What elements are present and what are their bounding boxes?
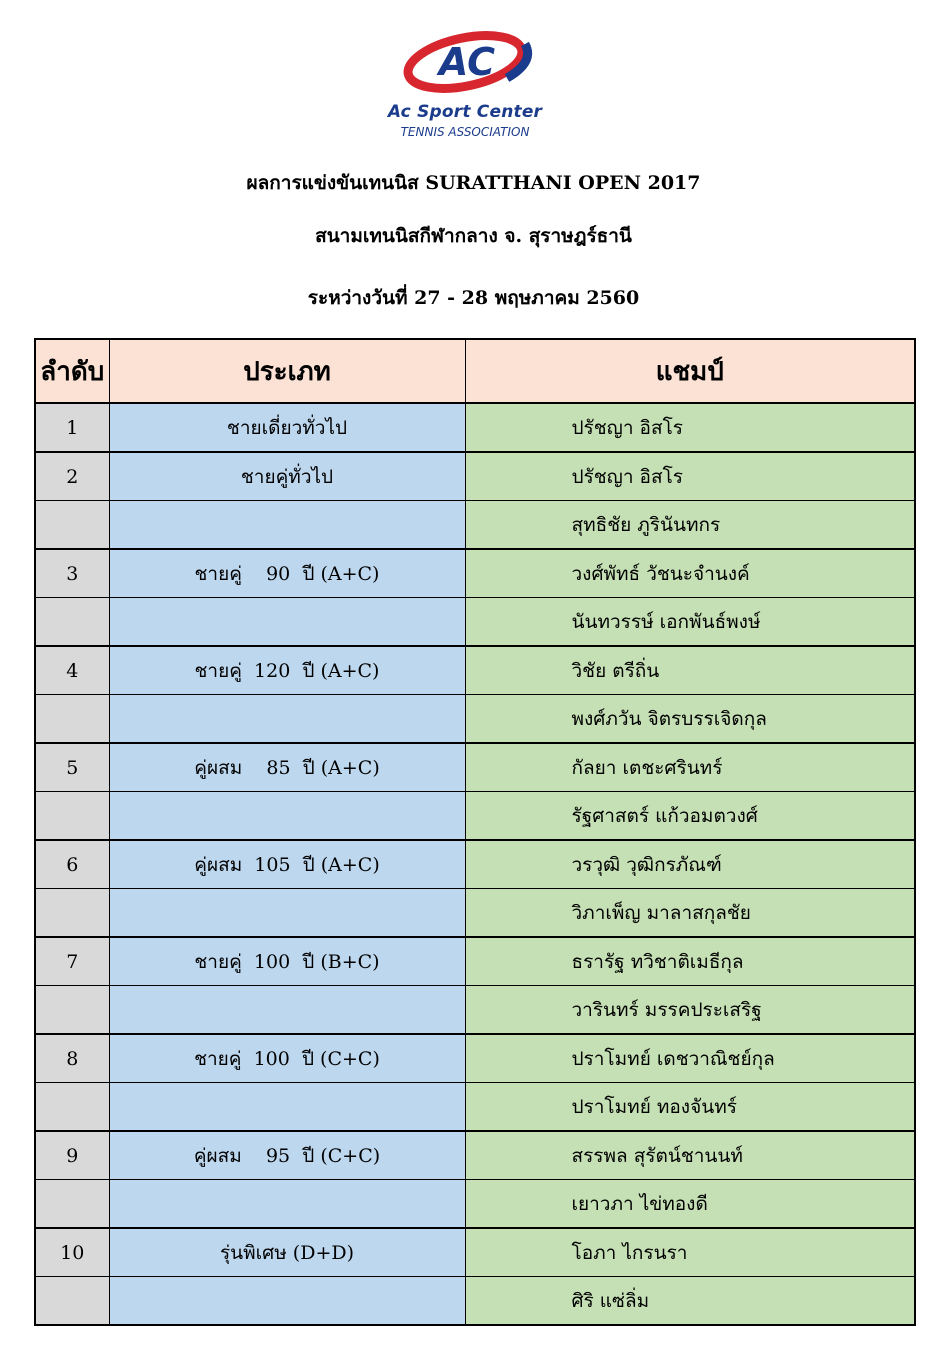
table-row — [35, 743, 915, 792]
table-row — [35, 549, 915, 598]
cell-champion: วงศ์พัทธ์ วัชนะจำนงค์ — [465, 549, 915, 598]
cell-no — [35, 986, 109, 1035]
cell-champion: สรรพล สุรัตน์ชานนท์ — [465, 1131, 915, 1180]
table-body — [35, 403, 915, 1325]
ac-logo-emblem — [375, 22, 555, 102]
cell-champion: กัลยา เตชะศรินทร์ — [465, 743, 915, 792]
cell-category: ชายคู่ 120 ปี (A+C) — [109, 646, 465, 695]
cell-category: ชายเดี่ยวทั่วไป — [109, 403, 465, 452]
logo-subtitle: TENNIS ASSOCIATION — [400, 125, 530, 139]
cell-category — [109, 1180, 465, 1229]
cell-champion: วิภาเพ็ญ มาลาสกุลชัย — [465, 889, 915, 938]
heading-title: ผลการแข่งขันเทนนิส SURATTHANI OPEN 2017 — [246, 172, 701, 194]
cell-category — [109, 792, 465, 841]
cell-category: ชายคู่ 100 ปี (B+C) — [109, 937, 465, 986]
cell-no: 9 — [35, 1131, 109, 1180]
table-row — [35, 1180, 915, 1229]
cell-no: 6 — [35, 840, 109, 889]
cell-no: 8 — [35, 1034, 109, 1083]
cell-no — [35, 501, 109, 550]
cell-category: คู่ผสม 85 ปี (A+C) — [109, 743, 465, 792]
cell-no: 5 — [35, 743, 109, 792]
table-row — [35, 792, 915, 841]
header-champion: แชมป์ — [465, 339, 915, 403]
heading-venue: สนามเทนนิสกีฬากลาง จ. สุราษฎร์ธานี — [315, 225, 632, 247]
heading-dates: ระหว่างวันที่ 27 - 28 พฤษภาคม 2560 — [307, 287, 640, 309]
table-row — [35, 695, 915, 744]
header-category: ประเภท — [109, 339, 465, 403]
cell-no: 3 — [35, 549, 109, 598]
cell-champion: โอภา ไกรนรา — [465, 1228, 915, 1277]
cell-category: ชายคู่ทั่วไป — [109, 452, 465, 501]
cell-no — [35, 598, 109, 647]
table-row — [35, 937, 915, 986]
logo-mark: AC — [438, 40, 496, 84]
cell-category — [109, 598, 465, 647]
cell-champion: ธรารัฐ ทวิชาติเมธีกุล — [465, 937, 915, 986]
cell-no — [35, 695, 109, 744]
cell-champion: ปรัชญา อิสโร — [465, 403, 915, 452]
cell-category — [109, 501, 465, 550]
cell-no: 4 — [35, 646, 109, 695]
table-header-row — [35, 339, 915, 403]
cell-champion: พงศ์ภวัน จิตรบรรเจิดกุล — [465, 695, 915, 744]
cell-category — [109, 1277, 465, 1326]
logo-name: Ac Sport Center — [387, 102, 543, 122]
cell-category: รุ่นพิเศษ (D+D) — [109, 1228, 465, 1277]
cell-no: 1 — [35, 403, 109, 452]
cell-champion: นันทวรรษ์ เอกพันธ์พงษ์ — [465, 598, 915, 647]
cell-no: 2 — [35, 452, 109, 501]
cell-no: 10 — [35, 1228, 109, 1277]
table-row — [35, 840, 915, 889]
table-row — [35, 1277, 915, 1326]
cell-no — [35, 889, 109, 938]
cell-category — [109, 1083, 465, 1132]
table-row — [35, 598, 915, 647]
table-row — [35, 1083, 915, 1132]
cell-champion: วารินทร์ มรรคประเสริฐ — [465, 986, 915, 1035]
table-row — [35, 986, 915, 1035]
table-row — [35, 646, 915, 695]
cell-no — [35, 1277, 109, 1326]
cell-category: คู่ผสม 95 ปี (C+C) — [109, 1131, 465, 1180]
table-row — [35, 889, 915, 938]
cell-category — [109, 986, 465, 1035]
cell-champion: ปรัชญา อิสโร — [465, 452, 915, 501]
cell-category: ชายคู่ 90 ปี (A+C) — [109, 549, 465, 598]
cell-champion: ปราโมทย์ เดชวาณิชย์กุล — [465, 1034, 915, 1083]
cell-category: ชายคู่ 100 ปี (C+C) — [109, 1034, 465, 1083]
table-row — [35, 403, 915, 452]
cell-category — [109, 695, 465, 744]
cell-champion: วิชัย ตรีถิ่น — [465, 646, 915, 695]
cell-no: 7 — [35, 937, 109, 986]
ac-sport-center-logo — [375, 22, 555, 142]
table-row — [35, 452, 915, 501]
table-row — [35, 1228, 915, 1277]
results-table — [34, 338, 916, 1326]
cell-category — [109, 889, 465, 938]
cell-no — [35, 1083, 109, 1132]
cell-champion: เยาวภา ไข่ทองดี — [465, 1180, 915, 1229]
cell-no — [35, 792, 109, 841]
cell-champion: สุทธิชัย ภูรินันทกร — [465, 501, 915, 550]
cell-no — [35, 1180, 109, 1229]
cell-champion: รัฐศาสตร์ แก้วอมตวงศ์ — [465, 792, 915, 841]
cell-champion: วรวุฒิ วุฒิกรภัณฑ์ — [465, 840, 915, 889]
header-no: ลำดับ — [35, 339, 109, 403]
cell-champion: ศิริ แซ่ลิ่ม — [465, 1277, 915, 1326]
cell-champion: ปราโมทย์ ทองจันทร์ — [465, 1083, 915, 1132]
cell-category: คู่ผสม 105 ปี (A+C) — [109, 840, 465, 889]
table-row — [35, 1034, 915, 1083]
table-row — [35, 501, 915, 550]
table-row — [35, 1131, 915, 1180]
